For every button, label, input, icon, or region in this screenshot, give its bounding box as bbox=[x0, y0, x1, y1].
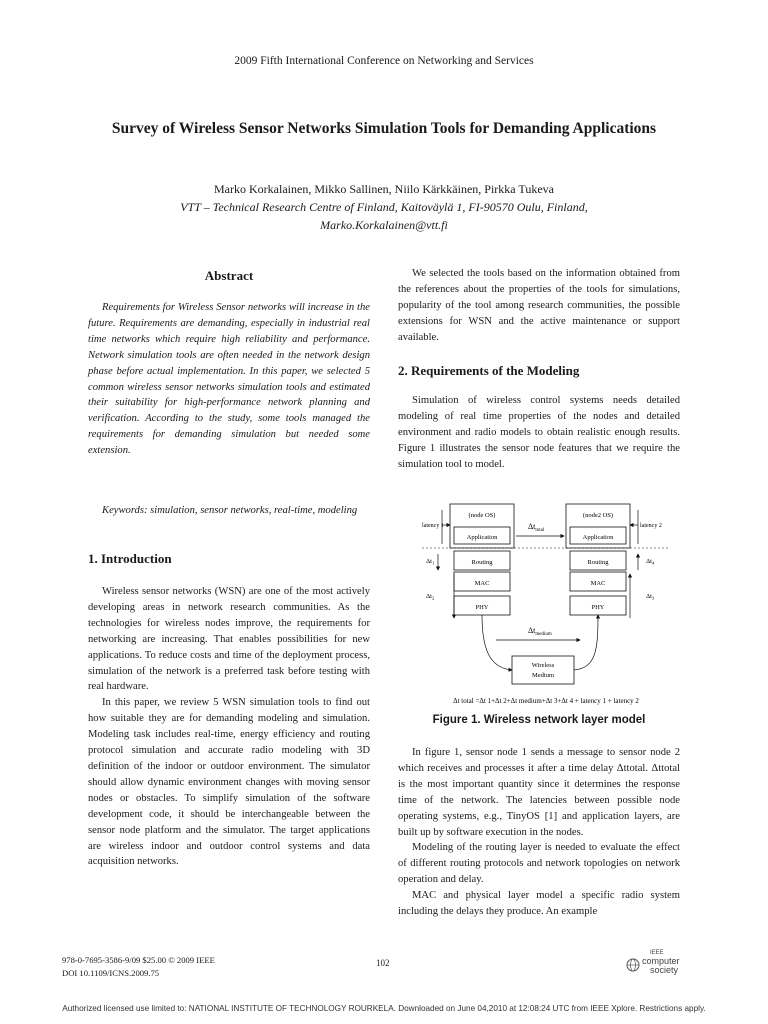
dt2-label: $\Delta t_2$ bbox=[426, 593, 435, 601]
abstract-text: Requirements for Wireless Sensor networks will increase in the future. Requirements are demanding, especially in industrial real time networks which require high reliability and performance. Network simulation tools are often needed in the network design phase before actual implementation. In this paper, we selected 5 common wireless sensor networks simulation tools and estimated their suitability for high-performance network planning and verification. According to the study, some tools managed the requirements for demanding simulation but needed some extension. bbox=[88, 302, 370, 457]
node1-application-label: Application bbox=[466, 534, 498, 541]
ieee-computer-society-logo bbox=[626, 950, 696, 976]
ieee-logo-computer: computer bbox=[642, 956, 680, 966]
wireless-network-layer-model-figure bbox=[420, 500, 672, 710]
node2-os-label: (node2 OS) bbox=[582, 512, 614, 519]
tool-selection-text: We selected the tools based on the information obtained from the references about the properties of the tools for simulations, popularity of the tool among research communities, the possible extensions for WSN and the active maintenance or support available. bbox=[398, 268, 680, 343]
node2-mac-label: MAC bbox=[590, 580, 606, 587]
node1-mac-label: MAC bbox=[474, 580, 490, 587]
figure-equation: Δt total =Δt 1+Δt 2+Δt medium+Δt 3+Δt 4 + latency 1 + latency 2 bbox=[453, 697, 639, 705]
author-names: Marko Korkalainen, Mikko Sallinen, Niilo Kärkkäinen, Pirkka Tukeva bbox=[214, 182, 554, 196]
abstract-heading: Abstract bbox=[204, 268, 254, 283]
keywords: Keywords: simulation, sensor networks, real-time, modeling bbox=[102, 505, 358, 516]
node1-phy-label: PHY bbox=[475, 604, 489, 611]
medium-to-phy-curve bbox=[574, 615, 598, 670]
globe-icon bbox=[626, 958, 640, 972]
tool-selection-paragraph bbox=[398, 266, 680, 346]
email: Marko.Korkalainen@vtt.fi bbox=[320, 218, 448, 232]
conference-name: 2009 Fifth International Conference on Networking and Services bbox=[234, 55, 534, 67]
node1-outer-box bbox=[450, 504, 514, 548]
section-2-paragraph-1: Simulation of wireless control systems needs detailed modeling of real time properties of the nodes and detailed environment and radio models to obtain realistic enough results. Figure 1 illustrates the sensor node features that we require the simulation tool to model. bbox=[398, 395, 680, 470]
dt4-label: $\Delta t_4$ bbox=[646, 558, 655, 566]
ieee-logo-small-text: IEEE bbox=[650, 950, 664, 956]
dt3-label: $\Delta t_3$ bbox=[646, 593, 655, 601]
phy-to-medium-curve bbox=[482, 615, 512, 670]
wireless-medium-box bbox=[512, 656, 574, 684]
dt-medium-label: $\Delta t_{medium}$ bbox=[528, 626, 552, 637]
intro-body bbox=[88, 584, 370, 870]
node2-phy-label: PHY bbox=[591, 604, 605, 611]
affiliation: VTT – Technical Research Centre of Finland, Kaitoväylä 1, FI-90570 Oulu, Finland, bbox=[180, 200, 588, 214]
section-2-body bbox=[398, 393, 680, 473]
figure-discussion-paragraph-2: Modeling of the routing layer is needed to evaluate the effect of different routing protocols and network topologies on network operation and delay. bbox=[398, 842, 680, 886]
latency2-label: latency 2 bbox=[640, 523, 662, 529]
paper-title: Survey of Wireless Sensor Networks Simulation Tools for Demanding Applications bbox=[111, 120, 657, 137]
node2-application-label: Application bbox=[582, 534, 614, 541]
isbn-line: 978-0-7695-3586-9/09 $25.00 © 2009 IEEE bbox=[62, 955, 215, 965]
node1-routing-label: Routing bbox=[471, 559, 493, 566]
intro-paragraph-2: In this paper, we review 5 WSN simulation tools to find out how suitable they are for demanding modeling and simulation. Modeling task includes real-time, energy efficiency and routing protocol simulation and accurate radio modeling with 3D definition of the indoor or outdoor environment. The simulator should allow dynamic environment changes with moving sensor nodes or obstacles. To simplify simulation of the software development code, it should be interchangeable between the sensor node platform and the simulator. The target applications are wireless indoor and outdoor control systems and data acquisition networks. bbox=[88, 697, 370, 868]
figure-discussion bbox=[398, 745, 680, 920]
page-number: 102 bbox=[376, 958, 390, 968]
figure-discussion-paragraph-1: In figure 1, sensor node 1 sends a message to sensor node 2 which receives and processes it after a time delay Δttotal. Δttotal is the most important quantity since it determines the response time of the network. The latencies between possible node operating systems, e.g., TinyOS [1] and application layers, are built up by software execution in the nodes. bbox=[398, 747, 680, 838]
intro-paragraph-1: Wireless sensor networks (WSN) are one of the most actively developing areas in network research communities. As the technologies for wireless nodes improve, the requirements for networking are increasing. That enables possibilities for new applications. To reduce costs and time of the deployment process, simulation of the network is a preferred task before testing with real hardware. bbox=[88, 586, 370, 693]
wireless-medium-label-1: Wireless bbox=[531, 662, 555, 669]
dt1-label: $\Delta t_1$ bbox=[426, 558, 435, 566]
author-block bbox=[0, 180, 768, 234]
ieee-logo-society: society bbox=[650, 965, 679, 975]
node1-os-label: (node OS) bbox=[468, 512, 496, 519]
section-1-heading: 1. Introduction bbox=[88, 551, 172, 566]
wireless-medium-label-2: Medium bbox=[531, 672, 555, 679]
footer-info bbox=[62, 954, 215, 979]
doi-line: DOI 10.1109/ICNS.2009.75 bbox=[62, 967, 160, 978]
figure-discussion-paragraph-3: MAC and physical layer model a specific radio system including the delays they produce. An example bbox=[398, 890, 680, 918]
authorization-notice: Authorized licensed use limited to: NATIONAL INSTITUTE OF TECHNOLOGY ROURKELA. Downloaded on June 04,2010 at 12:08:24 UTC from IEEE Xplore. Restrictions apply. bbox=[62, 1004, 706, 1013]
section-2-heading: 2. Requirements of the Modeling bbox=[398, 363, 580, 378]
figure-1-caption: Figure 1. Wireless network layer model bbox=[432, 714, 646, 726]
node2-outer-box bbox=[566, 504, 630, 548]
dt-total-label: $\Delta t_{total}$ bbox=[528, 522, 545, 533]
latency1-label: latency 1 bbox=[422, 523, 444, 529]
node2-routing-label: Routing bbox=[587, 559, 609, 566]
